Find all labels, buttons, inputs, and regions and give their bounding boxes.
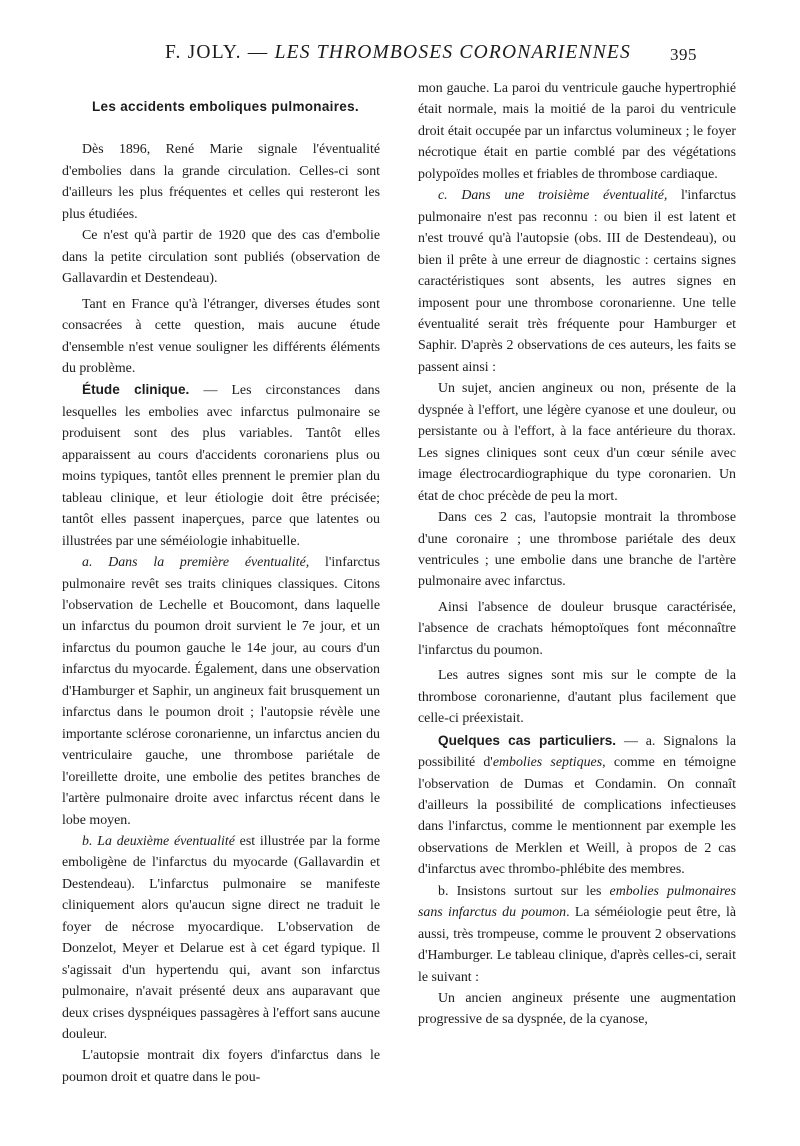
right-column	[418, 78, 736, 1031]
header-article-title: LES THROMBOSES CORONARIENNES	[274, 42, 631, 63]
troisieme-eventualite-lead: c. Dans une troisième éventualité,	[438, 188, 668, 204]
paragraph-sujet: Un sujet, ancien angineux ou non, présente de la dyspnée à l'effort, une légère cyanose et une douleur, ou persistante ou à l'effort, à la face antérieure du thorax. Les signes cliniques sont ceux d'un cœur sénile avec image électrocardiographique du type coronarien. Un état de choc précède de peu la mort.	[418, 381, 736, 504]
paragraph-ainsi: Ainsi l'absence de douleur brusque caractérisée, l'absence de crachats hémoptoïques font méconnaître l'infarctus du poumon.	[418, 599, 736, 658]
paragraph-historique: Dès 1896, René Marie signale l'éventualité d'embolies dans la grande circulation. Celles-ci sont d'ailleurs les plus fréquentes et celles qui resteront les plus étudiées.	[62, 142, 380, 222]
page-number: 395	[670, 45, 697, 64]
cas-particuliers-text: , comme en témoigne l'observation de Dumas et Condamin. On connaît d'ailleurs la possibilité de complications infectieuses dans l'infarctus, comme le mentionnent par exemple les observations de Merklen et Weill, à propos de 2 cas d'infarctus avec thrombo-phlébite des membres.	[418, 755, 737, 878]
premiere-eventualite-lead: a. Dans la première éventualité,	[82, 555, 310, 571]
paragraph-autopsie: L'autopsie montrait dix foyers d'infarctus dans le poumon droit et quatre dans le pou-	[62, 1048, 380, 1085]
embolies-sans-infarctus: embolies pulmonaires sans infarctus du poumon	[418, 883, 736, 921]
paragraph-cas-particuliers	[418, 730, 736, 881]
section-title: Les accidents emboliques pulmonaires.	[92, 99, 359, 114]
deuxieme-eventualite-lead: b. La deuxième éventualité	[82, 833, 235, 849]
cas-particuliers-heading: Quelques cas particuliers.	[438, 732, 617, 748]
left-column	[62, 96, 380, 1088]
header-dash: —	[241, 42, 275, 63]
premiere-eventualite-text: l'infarctus pulmonaire revêt ses traits cliniques classiques. Citons l'observation de Lechelle et Boucomont, dans laquelle un infarctus du poumon droit survient le 7e jour, et un infarctus du poumon gauche le 14e jour, au cours d'un infarctus du myocarde. Également, dans une observation d'Hamburger et Saphir, un angineux fait brusquement un infarctus dans le poumon droit ; l'autopsie révèle une importante sclérose coronarienne, un infarctus ancien du ventriculaire gauche, une thrombose pariétale de l'oreillette droite, une embolie des petites branches de l'artère pulmonaire droite avec infarctus récent dans le lobe moyen.	[62, 555, 381, 828]
header-title	[165, 42, 631, 64]
paragraph-etudes: Tant en France qu'à l'étranger, diverses études sont consacrées à cette question, mais aucune étude d'ensemble n'est venue souligner les différents éléments du problème.	[62, 296, 380, 376]
etude-clinique-heading: Étude clinique.	[82, 382, 190, 398]
paragraph-etude-clinique	[62, 379, 380, 552]
paragraph-deuxieme-eventualite	[62, 831, 380, 1046]
cas-particuliers-a: — a. Signalons la possibilité d'	[418, 733, 736, 771]
paragraph-ancien-angineux: Un ancien angineux présente une augmentation progressive de sa dyspnée, de la cyanose,	[418, 991, 736, 1028]
deuxieme-eventualite-text: est illustrée par la forme emboligène de l'infarctus du myocarde (Gallavardin et Destendeau). L'infarctus pulmonaire se manifeste cliniquement alors qu'aucun signe direct ne traduit le foyer de nécrose myocardique. L'observation de Donzelot, Meyer et Delarue est à cet égard typique. Il s'agissait d'un hypertendu qui, avant son infarctus pulmonaire, n'avait présenté deux ans auparavant que deux crises dyspnéiques passagères à l'effort sans aucune douleur.	[62, 833, 380, 1043]
embolies-septiques: embolies septiques	[492, 755, 603, 771]
paragraph-troisieme-eventualite	[418, 185, 736, 378]
header-author: F. JOLY.	[165, 42, 242, 63]
paragraph-embolies-sans-infarctus	[418, 881, 736, 988]
troisieme-eventualite-text: l'infarctus pulmonaire n'est pas reconnu : ou bien il est latent et n'est trouvé qu'à l'autopsie (obs. III de Destendeau), ou bien il prête à une erreur de diagnostic : certains signes caractéristiques sont absents, les autres signes en imposent pour une thrombose coronarienne. Une telle éventualité serait très fréquente pour Hamburger et Saphir. D'après 2 observations de ces auteurs, les faits se passent ainsi :	[418, 188, 737, 375]
etude-clinique-text: — Les circonstances dans lesquelles les embolies avec infarctus pulmonaire se produisent sont des plus variables. Tantôt elles apparaissent au cours d'accidents coronariens plus ou moins typiques, tantôt elles prennent le premier plan du tableau clinique, et leur étiologie doit être précisée; tantôt elles passent inaperçues, parce que latentes ou illustrées par une séméiologie inhabituelle.	[62, 383, 380, 549]
running-header	[140, 42, 740, 70]
paragraph-autres-signes: Les autres signes sont mis sur le compte de la thrombose coronarienne, d'autant plus facilement que celle-ci préexistait.	[418, 668, 736, 727]
paragraph-deux-cas: Dans ces 2 cas, l'autopsie montrait la thrombose d'une coronaire ; une thrombose pariétale des deux ventricules ; une embolie dans une branche de l'artère pulmonaire avec infarctus.	[418, 510, 736, 590]
paragraph-premiere-eventualite	[62, 552, 380, 831]
paragraph-continuation: mon gauche. La paroi du ventricule gauche hypertrophié était normale, mais la moitié de la paroi du ventricule droit était occupée par un infarctus volumineux ; le foyer nécrotique était en partie comblé par des végétations polypoïdes molles et friables de thrombose cardiaque.	[418, 81, 736, 182]
insistons-lead: b. Insistons surtout sur les	[438, 883, 610, 899]
insistons-text: . La séméiologie peut être, là aussi, très trompeuse, comme le prouvent 2 observations d'Hamburger. Le tableau clinique, d'après celles-ci, serait le suivant :	[418, 905, 736, 985]
paragraph-petite-circulation: Ce n'est qu'à partir de 1920 que des cas d'embolie dans la petite circulation sont publiés (observation de Gallavardin et Destendeau).	[62, 228, 380, 287]
